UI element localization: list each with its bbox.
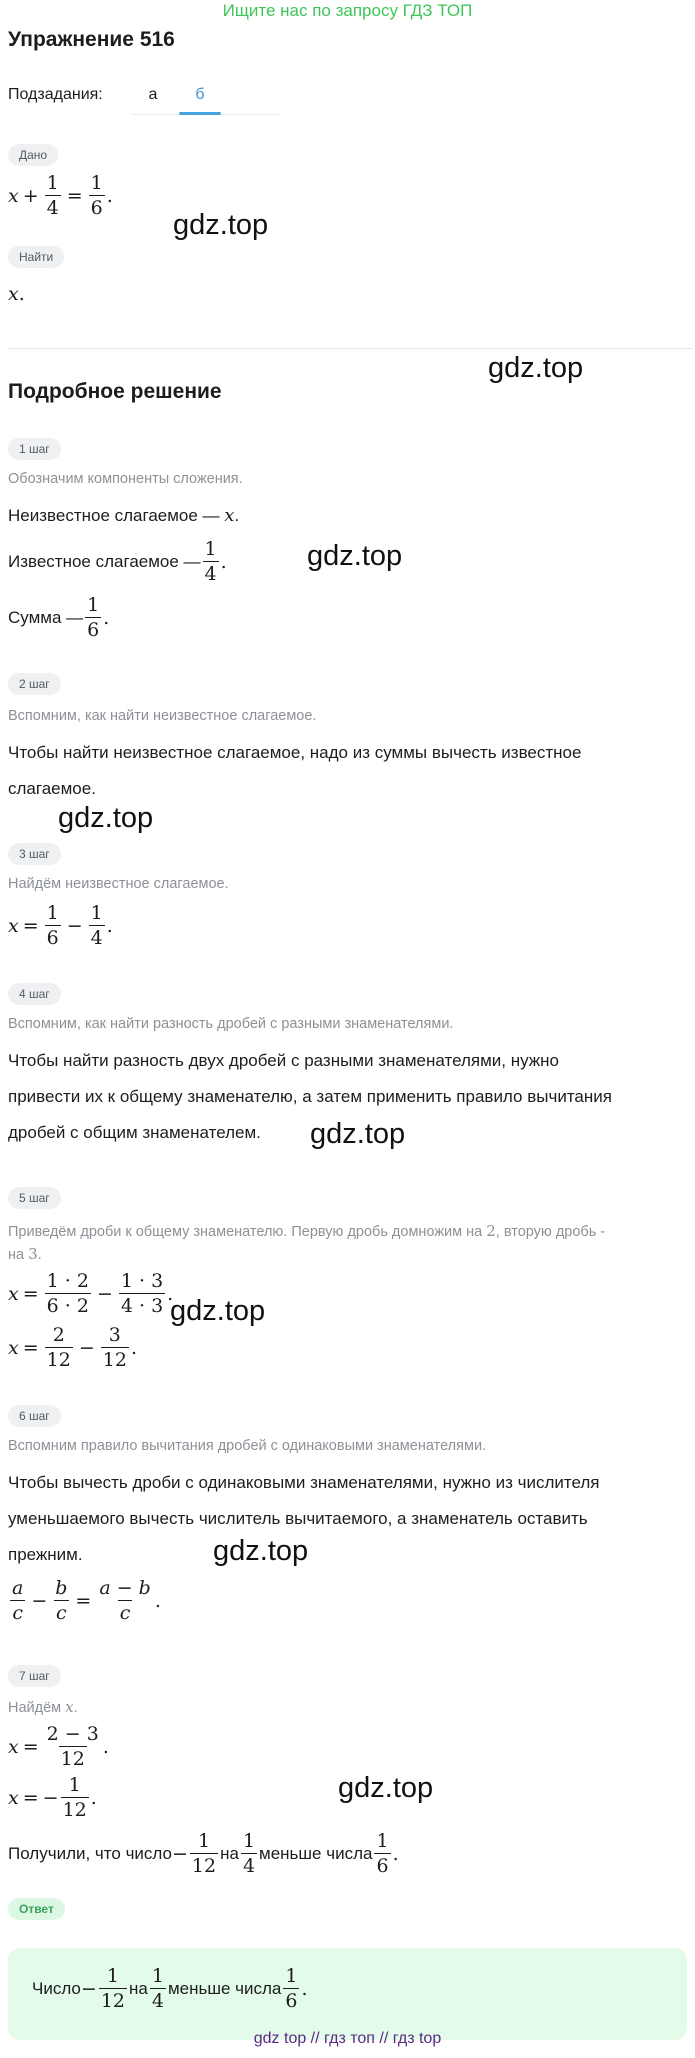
tab-subtask-a[interactable]: а [148, 86, 158, 103]
step-7-hint: Найдём x. [8, 1698, 78, 1716]
watermark: gdz.top [310, 1118, 406, 1150]
fraction: $\frac{1}{4}$ [46, 172, 59, 219]
fraction: $\frac{1}{6}$ [87, 594, 100, 641]
step-7-expression-1: x = $\frac{2 - 3}{12}$ . [8, 1723, 109, 1770]
step-5-expression-2: x = $\frac{2}{12}$ − $\frac{3}{12}$ . [8, 1324, 137, 1371]
step-6-rule-expression: $\frac{a}{c}$ − $\frac{b}{c}$ = $\frac{a - b}{c}$ . [12, 1577, 161, 1624]
watermark: gdz.top [307, 540, 403, 572]
step-4-label: 4 шаг [8, 983, 61, 1005]
fraction: $\frac{1}{6}$ [46, 902, 59, 949]
search-banner: Ищите нас по запросу ГДЗ ТОП [222, 1, 473, 20]
solution-title: Подробное решение [8, 380, 222, 403]
step-5-label: 5 шаг [8, 1187, 61, 1209]
fraction: $\frac{3}{12}$ [102, 1324, 127, 1371]
step-2-text: Чтобы найти неизвестное слагаемое, надо из суммы вычесть известное слагаемое. [8, 743, 582, 798]
step-5-hint: Приведём дроби к общему знаменателю. Первую дробь домножим на 2, вторую дробь - на 3. [8, 1222, 606, 1263]
footer-links: gdz top // гдз топ // гдз top [253, 2030, 442, 2047]
step-1-hint: Обозначим компоненты сложения. [8, 471, 243, 487]
fraction: $\frac{1}{4}$ [90, 902, 103, 949]
fraction: $\frac{a}{c}$ [12, 1577, 24, 1624]
active-tab-indicator [179, 112, 221, 115]
watermark: gdz.top [488, 352, 584, 384]
step-6-text: Чтобы вычесть дроби с одинаковыми знаменателями, нужно из числителя уменьшаемого вычесть числитель вычитаемого, а знаменатель оставить прежним. [8, 1473, 600, 1564]
fraction: $\frac{1 \cdot 2}{6 \cdot 2}$ [46, 1270, 89, 1317]
op-eq: = [66, 184, 83, 207]
step-1-line-2: Известное слагаемое — $\frac{1}{4}$ . [8, 538, 227, 585]
subtasks-label: Подзадания: [8, 86, 103, 103]
watermark: gdz.top [338, 1772, 434, 1804]
var-x: x [8, 283, 19, 305]
var-x: x [8, 184, 19, 207]
var-x: x [224, 505, 235, 526]
find-expression: x . [8, 283, 25, 305]
step-1-line-3: Сумма — $\frac{1}{6}$ . [8, 594, 110, 641]
footer-link-gdz-top[interactable]: gdz top [253, 2030, 307, 2047]
answer-text: Число − $\frac{1}{12}$ на $\frac{1}{4}$ меньше числа $\frac{1}{6}$ . [32, 1965, 308, 2012]
watermark: gdz.top [170, 1295, 266, 1327]
step-2-hint: Вспомним, как найти неизвестное слагаемое. [8, 708, 317, 724]
fraction: $\frac{1}{6}$ [376, 1830, 389, 1877]
step-1-line-1: Неизвестное слагаемое — x. [8, 505, 240, 526]
step-2-label: 2 шаг [8, 673, 61, 695]
fraction: $\frac{a - b}{c}$ [99, 1577, 151, 1624]
step-1-label: 1 шаг [8, 438, 61, 460]
footer-link-gdz-top-mixed[interactable]: гдз top [392, 2030, 442, 2047]
step-4-hint: Вспомним, как найти разность дробей с разными знаменателями. [8, 1016, 454, 1032]
step-7-expression-2: x = − $\frac{1}{12}$ . [8, 1774, 97, 1821]
step-7-result: Получили, что число − $\frac{1}{12}$ на $\frac{1}{4}$ меньше числа $\frac{1}{6}$ . [8, 1830, 399, 1877]
given-label: Дано [8, 144, 58, 166]
step-3-label: 3 шаг [8, 843, 61, 865]
footer-link-gdz-top-ru[interactable]: гдз топ [324, 2030, 375, 2047]
fraction: $\frac{1 \cdot 3}{4 \cdot 3}$ [120, 1270, 164, 1317]
fraction: $\frac{b}{c}$ [55, 1577, 68, 1624]
fraction: $\frac{1}{6}$ [90, 172, 103, 219]
step-7-label: 7 шаг [8, 1665, 61, 1687]
fraction: $\frac{1}{12}$ [191, 1830, 217, 1877]
fraction: $\frac{2 - 3}{12}$ [46, 1723, 99, 1770]
fraction: $\frac{1}{6}$ [285, 1965, 298, 2012]
step-3-expression: x = $\frac{1}{6}$ − $\frac{1}{4}$ . [8, 902, 113, 949]
watermark: gdz.top [58, 802, 154, 834]
step-6-hint: Вспомним правило вычитания дробей с одинаковыми знаменателями. [8, 1438, 487, 1454]
page-title: Упражнение 516 [8, 28, 175, 51]
fraction: $\frac{1}{12}$ [100, 1965, 126, 2012]
step-3-hint: Найдём неизвестное слагаемое. [8, 876, 229, 892]
step-6-label: 6 шаг [8, 1405, 61, 1427]
step-5-expression-1: x = $\frac{1 \cdot 2}{6 \cdot 2}$ − $\frac{1 \cdot 3}{4 \cdot 3}$ . [8, 1270, 174, 1317]
step-4-text: Чтобы найти разность двух дробей с разными знаменателями, нужно привести их к общему знаменателю, а затем применить правило вычитания дробей с общим знаменателем. [8, 1051, 612, 1142]
fraction: $\frac{1}{12}$ [62, 1774, 87, 1821]
find-label: Найти [8, 246, 64, 268]
fraction: $\frac{1}{4}$ [204, 538, 217, 585]
tab-subtask-b[interactable]: б [195, 86, 205, 103]
answer-label: Ответ [8, 1898, 65, 1920]
fraction: $\frac{1}{4}$ [151, 1965, 164, 2012]
watermark: gdz.top [173, 209, 269, 241]
divider [8, 348, 692, 349]
watermark: gdz.top [213, 1535, 309, 1567]
given-expression: x + $\frac{1}{4}$ = $\frac{1}{6}$ . [8, 172, 113, 219]
op-plus: + [22, 184, 39, 207]
fraction: $\frac{1}{4}$ [242, 1830, 256, 1877]
fraction: $\frac{2}{12}$ [46, 1324, 71, 1371]
